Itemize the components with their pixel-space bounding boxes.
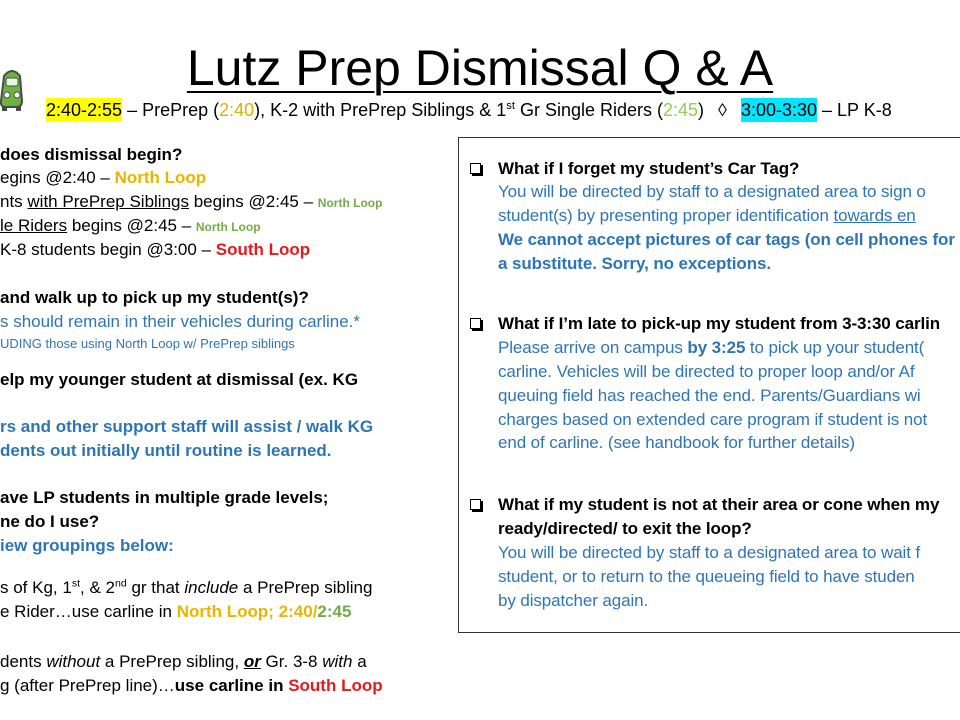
answer-2-line-4 <box>498 408 927 432</box>
left-line-6 <box>0 310 360 334</box>
checkbox-bullet-icon <box>470 499 481 510</box>
left-line-16 <box>0 650 367 674</box>
underlined-text: towards en <box>833 206 916 225</box>
answer-text: You will be directed by staff to a designated area to wait f <box>498 543 921 562</box>
answer-text: rs and other support staff will assist / walk KG <box>0 417 374 436</box>
answer-text: We cannot accept pictures of car tags (on cell phones for <box>498 230 955 249</box>
question-3-line-2 <box>498 517 752 541</box>
left-line-8 <box>0 368 358 392</box>
answer-2-line-5 <box>498 431 855 455</box>
italic-text: without <box>46 652 101 671</box>
question-text: What if I’m late to pick-up my student from 3-3:30 carlin <box>498 314 941 333</box>
line-text: egins @2:40 – <box>0 168 115 187</box>
answer-text: by dispatcher again. <box>498 591 649 610</box>
answer-text: Please arrive on campus <box>498 338 688 357</box>
left-line-3 <box>0 214 261 238</box>
late-time-highlight: 3:00-3:30 <box>740 100 818 120</box>
answer-1-line-2 <box>498 204 916 228</box>
question-text: and walk up to pick up my student(s)? <box>0 288 309 307</box>
line-text: dents <box>0 652 47 671</box>
answer-text: student, or to return to the queueing field to have studen <box>498 567 915 586</box>
line-text: K-8 students begin @3:00 – <box>0 240 216 259</box>
question-text: ready/directed/ to exit the loop? <box>498 519 752 538</box>
left-line-10 <box>0 439 332 463</box>
answer-2-line-2 <box>498 360 915 384</box>
answer-text: You will be directed by staff to a designated area to sign o <box>498 182 926 201</box>
left-line-7 <box>0 332 295 356</box>
schedule-text-5: – LP K-8 <box>817 100 892 120</box>
line-text: e Rider…use carline in <box>0 602 177 621</box>
question-text: What if I forget my student’s Car Tag? <box>498 159 800 178</box>
left-line-12 <box>0 510 99 534</box>
answer-text: charges based on extended care program if student is not <box>498 410 928 429</box>
underlined-text: with PrePrep Siblings <box>27 192 189 211</box>
line-text: g (after PrePrep line)… <box>0 676 175 695</box>
question-text: ne do I use? <box>0 512 100 531</box>
time-label: 2:45 <box>317 602 352 621</box>
page-title: Lutz Prep Dismissal Q & A <box>186 40 774 96</box>
checkbox-bullet-icon <box>470 163 481 174</box>
left-line-1 <box>0 166 206 190</box>
checkbox-bullet-icon <box>470 318 481 329</box>
question-3-line-1 <box>498 493 939 517</box>
answer-1-line-4 <box>498 252 771 276</box>
line-text: begins @2:45 – <box>67 216 196 235</box>
answer-text: a substitute. Sorry, no exceptions. <box>498 254 771 273</box>
question-text: What if my student is not at their area or cone when my <box>498 495 940 514</box>
north-loop-label: North Loop <box>195 220 261 234</box>
line-text: a <box>352 652 367 671</box>
k2-time: 2:45 <box>663 100 699 120</box>
schedule-text-1: – PrePrep ( <box>122 100 220 120</box>
answer-2-line-3 <box>498 384 921 408</box>
left-line-2 <box>0 190 382 214</box>
answer-1-line-3 <box>498 228 955 252</box>
left-line-0 <box>0 143 182 167</box>
line-text: nts <box>0 192 28 211</box>
answer-text: iew groupings below: <box>0 536 174 555</box>
answer-3-line-3 <box>498 589 648 613</box>
early-time-highlight: 2:40-2:55 <box>46 100 123 120</box>
answer-text: carline. Vehicles will be directed to proper loop and/or Af <box>498 362 915 381</box>
line-text: , & 2 <box>80 578 115 597</box>
answer-2-line-1 <box>498 336 924 360</box>
left-line-14 <box>0 576 372 600</box>
left-line-4 <box>0 238 310 262</box>
question-text: elp my younger student at dismissal (ex. KG <box>0 370 359 389</box>
left-line-13 <box>0 534 174 558</box>
italic-text: include <box>184 578 239 597</box>
italic-text: with <box>322 652 353 671</box>
line-text: s of Kg, 1 <box>0 578 72 597</box>
line-text: gr that <box>126 578 185 597</box>
answer-text: student(s) by presenting proper identification <box>498 206 834 225</box>
preprep-time: 2:40 <box>219 100 255 120</box>
schedule-text-3: Gr Single Riders ( <box>514 100 663 120</box>
ordinal-suffix: st <box>71 577 81 590</box>
answer-1-line-1 <box>498 180 926 204</box>
line-text: Gr. 3-8 <box>260 652 323 671</box>
line-text: begins @2:45 – <box>188 192 318 211</box>
left-column <box>0 0 452 720</box>
answer-3-line-2 <box>498 565 915 589</box>
left-line-9 <box>0 415 373 439</box>
bold-text: by 3:25 <box>687 338 746 357</box>
emphasis-text: or <box>243 652 261 671</box>
answer-text: dents out initially until routine is learned. <box>0 441 332 460</box>
answer-text: s should remain in their vehicles during carline.* <box>0 312 361 331</box>
left-line-11 <box>0 486 328 510</box>
question-1 <box>498 157 799 181</box>
left-line-15 <box>0 600 351 624</box>
left-line-17 <box>0 674 383 698</box>
answer-note: UDING those using North Loop w/ PrePrep siblings <box>0 336 295 351</box>
schedule-text-2: ), K-2 with PrePrep Siblings & 1 <box>254 100 507 120</box>
left-line-5 <box>0 286 309 310</box>
question-text: does dismissal begin? <box>0 145 183 164</box>
ordinal-suffix: nd <box>115 577 127 590</box>
ordinal-suffix: st <box>506 100 515 112</box>
answer-text: to pick up your student( <box>745 338 925 357</box>
question-text: ave LP students in multiple grade levels; <box>0 488 329 507</box>
line-text: a PrePrep sibling, <box>100 652 244 671</box>
answer-3-line-1 <box>498 541 920 565</box>
schedule-text-4: ) <box>698 100 705 120</box>
line-text: a PrePrep sibling <box>238 578 373 597</box>
north-loop-label: North Loop; 2:40/ <box>176 602 318 621</box>
question-2 <box>498 312 940 336</box>
underlined-text: le Riders <box>0 216 68 235</box>
bold-text: use carline in <box>174 676 289 695</box>
south-loop-label: South Loop <box>215 240 311 259</box>
answer-text: end of carline. (see handbook for further details) <box>498 433 855 452</box>
answer-text: queuing field has reached the end. Parents/Guardians wi <box>498 386 921 405</box>
north-loop-label: North Loop <box>114 168 207 187</box>
qa-box <box>458 137 960 633</box>
north-loop-label: North Loop <box>317 196 383 210</box>
separator-diamond: ◊ <box>718 100 727 120</box>
south-loop-label: South Loop <box>288 676 383 695</box>
